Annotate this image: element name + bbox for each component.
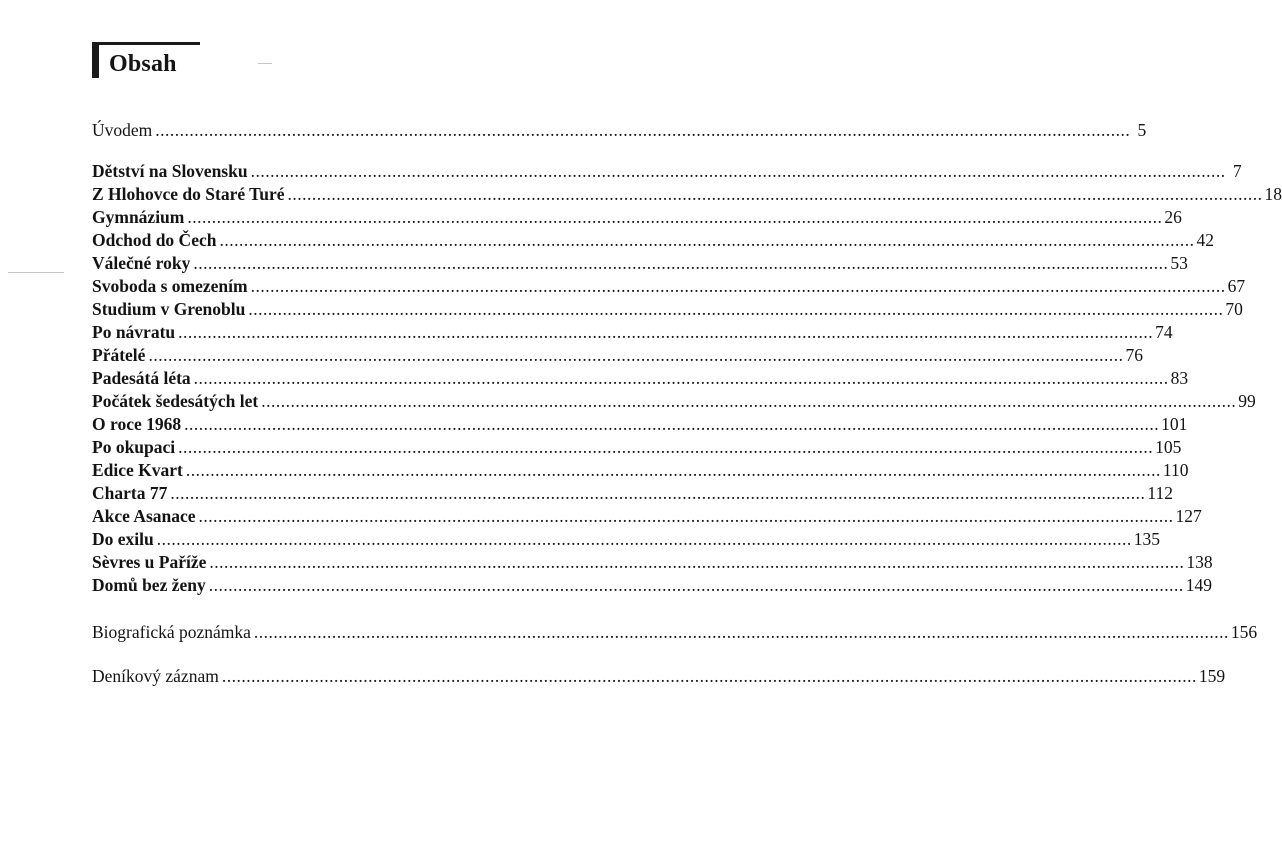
dot-leader: ........................................................................................................................................................................................................ <box>155 120 1131 140</box>
toc-entry-page-number: 53 <box>1170 253 1188 273</box>
toc-entry <box>92 298 1243 320</box>
toc-entry <box>92 367 1189 389</box>
toc-entry <box>92 574 1212 596</box>
toc-entry-page-number: 135 <box>1133 529 1160 549</box>
toc-entry-page-number: 101 <box>1161 414 1188 434</box>
toc-entry-page-number: 112 <box>1147 483 1173 503</box>
dot-leader: ........................................................................................................................................................................................................ <box>221 666 1197 686</box>
dot-leader: ........................................................................................................................................................................................................ <box>253 622 1229 642</box>
toc-entry <box>92 482 1173 504</box>
scan-mark <box>258 63 272 64</box>
toc-entry-title: O roce 1968 <box>92 414 182 434</box>
dot-leader: ........................................................................................................................................................................................................ <box>250 161 1226 181</box>
toc-entry <box>92 206 1182 228</box>
toc-entry-page-number: 76 <box>1125 345 1143 365</box>
dot-leader: ........................................................................................................................................................................................................ <box>178 322 1154 342</box>
dot-leader: ........................................................................................................................................................................................................ <box>148 345 1124 365</box>
toc-entry <box>92 436 1182 458</box>
dot-leader: ........................................................................................................................................................................................................ <box>209 552 1185 572</box>
toc-entry-page-number: 138 <box>1186 552 1213 572</box>
toc-entry-page-number: 105 <box>1155 437 1182 457</box>
toc-entry <box>92 505 1202 527</box>
toc-entry <box>92 119 1147 141</box>
toc-entry-page-number: 159 <box>1198 666 1226 686</box>
scan-mark <box>8 272 64 273</box>
toc-entry-title: Edice Kvart <box>92 460 183 480</box>
toc-entry-page-number: 70 <box>1225 299 1243 319</box>
dot-leader: ........................................................................................................................................................................................................ <box>198 506 1174 526</box>
page-title: Obsah <box>109 51 177 77</box>
toc-entry-title: Z Hlohovce do Staré Turé <box>92 184 285 204</box>
toc-entry <box>92 413 1188 435</box>
toc-entry-title: Biografická poznámka <box>92 622 251 642</box>
dot-leader: ........................................................................................................................................................................................................ <box>178 437 1154 457</box>
toc-entry-page-number: 74 <box>1155 322 1173 342</box>
toc-entry <box>92 275 1246 297</box>
dot-leader: ........................................................................................................................................................................................................ <box>193 368 1169 388</box>
toc-entry-page-number: 7 <box>1232 161 1242 181</box>
toc-entry <box>92 551 1213 573</box>
toc-entry <box>92 459 1189 481</box>
toc-entry-page-number: 149 <box>1185 575 1212 595</box>
toc-entry-title: Do exilu <box>92 529 154 549</box>
dot-leader: ........................................................................................................................................................................................................ <box>185 460 1161 480</box>
toc-entry-title: Válečné roky <box>92 253 191 273</box>
dot-leader: ........................................................................................................................................................................................................ <box>219 230 1195 250</box>
toc-entry-title: Po okupaci <box>92 437 176 457</box>
toc-entry-title: Gymnázium <box>92 207 185 227</box>
toc-entry-page-number: 156 <box>1230 622 1258 642</box>
toc-entry-page-number: 99 <box>1238 391 1256 411</box>
toc-entry <box>92 321 1173 343</box>
toc-entry-title: Po návratu <box>92 322 176 342</box>
dot-leader: ........................................................................................................................................................................................................ <box>170 483 1146 503</box>
dot-leader: ........................................................................................................................................................................................................ <box>156 529 1132 549</box>
dot-leader: ........................................................................................................................................................................................................ <box>193 253 1169 273</box>
toc-entry-title: Padesátá léta <box>92 368 191 388</box>
toc-entry-page-number: 127 <box>1175 506 1202 526</box>
toc-entry-title: Studium v Grenoblu <box>92 299 246 319</box>
toc-entry-title: Akce Asanace <box>92 506 196 526</box>
toc-entry-title: Domů bez ženy <box>92 575 206 595</box>
toc-entry <box>92 183 1282 205</box>
toc-entry-page-number: 18 <box>1264 184 1282 204</box>
toc-entry <box>92 229 1214 251</box>
dot-leader: ........................................................................................................................................................................................................ <box>250 276 1226 296</box>
dot-leader: ........................................................................................................................................................................................................ <box>287 184 1263 204</box>
toc-entry-title: Přátelé <box>92 345 146 365</box>
toc-entry-title: Svoboda s omezením <box>92 276 248 296</box>
toc-entry-page-number: 42 <box>1196 230 1214 250</box>
dot-leader: ........................................................................................................................................................................................................ <box>184 414 1160 434</box>
toc-entry <box>92 621 1258 643</box>
toc-entry <box>92 528 1160 550</box>
dot-leader: ........................................................................................................................................................................................................ <box>248 299 1224 319</box>
title-frame <box>92 42 200 78</box>
toc-entry <box>92 344 1143 366</box>
dot-leader: ........................................................................................................................................................................................................ <box>261 391 1237 411</box>
toc-entry-page-number: 110 <box>1162 460 1189 480</box>
toc-entry-title: Odchod do Čech <box>92 230 217 250</box>
toc-entry-title: Deníkový záznam <box>92 666 219 686</box>
dot-leader: ........................................................................................................................................................................................................ <box>208 575 1184 595</box>
toc-entry-page-number: 67 <box>1227 276 1246 296</box>
toc-entry-title: Dětství na Slovensku <box>92 161 248 181</box>
toc-entry <box>92 390 1256 412</box>
toc-entry-page-number: 5 <box>1137 120 1147 140</box>
toc-entry-page-number: 26 <box>1164 207 1182 227</box>
toc-entry-title: Počátek šedesátých let <box>92 391 259 411</box>
toc-entry <box>92 160 1242 182</box>
toc-entry-title: Úvodem <box>92 120 153 140</box>
toc-entry-page-number: 83 <box>1170 368 1189 388</box>
toc-entry-title: Charta 77 <box>92 483 168 503</box>
dot-leader: ........................................................................................................................................................................................................ <box>187 207 1163 227</box>
toc-entry <box>92 665 1226 687</box>
toc-entry <box>92 252 1188 274</box>
toc-entry-title: Sèvres u Paříže <box>92 552 207 572</box>
